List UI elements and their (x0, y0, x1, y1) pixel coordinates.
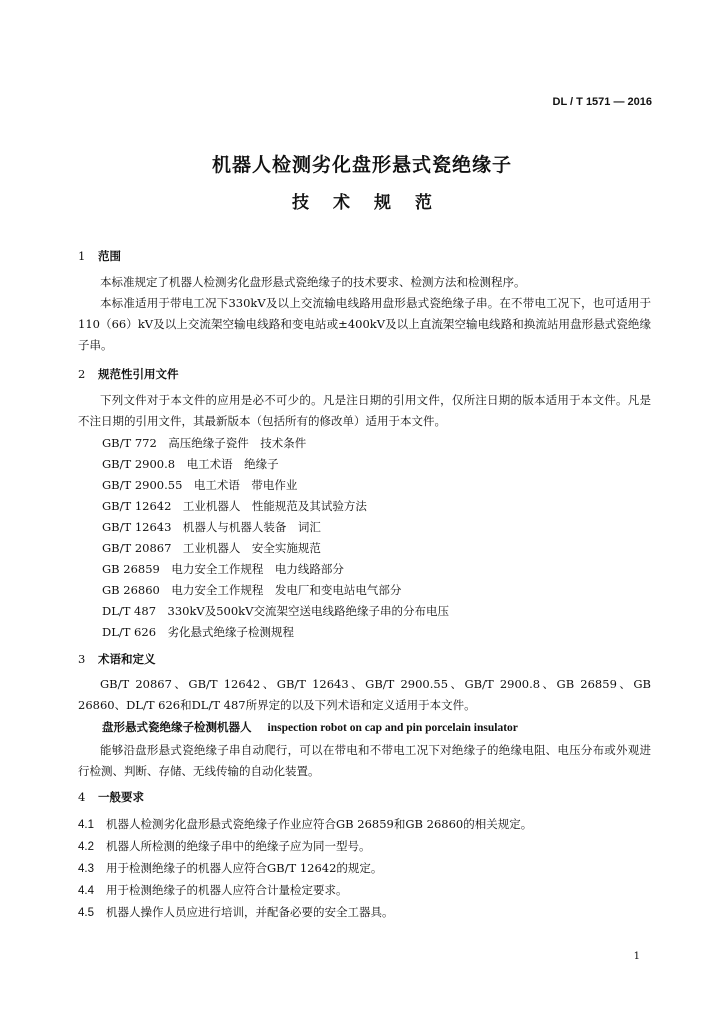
requirement-text: 用于检测绝缘子的机器人应符合GB/T 12642的规定。 (106, 861, 383, 875)
section-title: 规范性引用文件 (98, 367, 179, 381)
requirement-text: 机器人所检测的绝缘子串中的绝缘子应为同一型号。 (106, 839, 371, 853)
section-2-intro: 下列文件对于本文件的应用是必不可少的。凡是注日期的引用文件，仅所注日期的版本适用于本文件。凡是不注日期的引用文件，其最新版本（包括所有的修改单）适用于本文件。 (78, 393, 651, 428)
requirement-text: 用于检测绝缘子的机器人应符合计量检定要求。 (106, 883, 348, 897)
section-number: 2 (78, 367, 86, 381)
page-number: 1 (633, 951, 640, 962)
requirement-item (78, 904, 394, 920)
section-2-heading (78, 366, 179, 382)
reference-item: GB/T 772 高压绝缘子瓷件 技术条件 (102, 436, 307, 450)
reference-item: DL/T 487 330kV及500kV交流架空送电线路绝缘子串的分布电压 (102, 604, 449, 618)
section-title: 范围 (98, 249, 121, 263)
term-definition: 能够沿盘形悬式瓷绝缘子串自动爬行，可以在带电和不带电工况下对绝缘子的绝缘电阻、电压分布或外观进行检测、判断、存储、无线传输的自动化装置。 (78, 743, 651, 778)
requirement-text: 机器人操作人员应进行培训，并配备必要的安全工器具。 (106, 905, 394, 919)
section-1-heading (78, 248, 121, 264)
section-3-heading (78, 651, 156, 667)
requirement-item (78, 816, 532, 832)
section-number: 1 (78, 249, 86, 263)
reference-item: GB 26860 电力安全工作规程 发电厂和变电站电气部分 (102, 583, 402, 597)
requirement-text: 机器人检测劣化盘形悬式瓷绝缘子作业应符合GB 26859和GB 26860的相关规定。 (106, 817, 533, 831)
term-heading (102, 719, 518, 735)
document-subtitle: 技术规范 (292, 193, 456, 213)
term-chinese: 盘形悬式瓷绝缘子检测机器人 (102, 720, 252, 734)
requirement-number: 4.2 (78, 841, 94, 853)
section-1-paragraph-2: 本标准适用于带电工况下330kV及以上交流输电线路用盘形悬式瓷绝缘子串。在不带电工况下，也可适用于110（66）kV及以上交流架空输电线路和变电站或±400kV及以上直流架空输电线路和换流站用盘形悬式瓷绝缘子串。 (78, 296, 651, 352)
reference-item: GB/T 12643 机器人与机器人装备 词汇 (102, 520, 321, 534)
requirement-item (78, 860, 382, 876)
requirement-number: 4.4 (78, 885, 94, 897)
document-title: 机器人检测劣化盘形悬式瓷绝缘子 (211, 154, 512, 176)
requirement-number: 4.5 (78, 907, 94, 919)
reference-item: GB/T 20867 工业机器人 安全实施规范 (102, 541, 321, 555)
reference-item: GB/T 2900.8 电工术语 绝缘子 (102, 457, 279, 471)
reference-item: DL/T 626 劣化悬式绝缘子检测规程 (102, 625, 295, 639)
requirement-number: 4.1 (78, 819, 94, 831)
requirement-item (78, 882, 348, 898)
section-number: 3 (78, 652, 86, 666)
reference-item: GB/T 2900.55 电工术语 带电作业 (102, 478, 298, 492)
reference-item: GB/T 12642 工业机器人 性能规范及其试验方法 (102, 499, 367, 513)
requirement-number: 4.3 (78, 863, 94, 875)
section-1-paragraph-1: 本标准规定了机器人检测劣化盘形悬式瓷绝缘子的技术要求、检测方法和检测程序。 (100, 275, 526, 289)
reference-item: GB 26859 电力安全工作规程 电力线路部分 (102, 562, 344, 576)
term-english: inspection robot on cap and pin porcelain insulator (267, 722, 518, 734)
requirement-item (78, 838, 371, 854)
section-4-heading (78, 789, 144, 805)
section-number: 4 (78, 790, 86, 804)
section-3-intro: GB/T 20867、GB/T 12642、GB/T 12643、GB/T 2900.55、GB/T 2900.8、GB 26859、GB 26860、DL/T 626和DL/T 487所界定的以及下列术语和定义适用于本文件。 (78, 677, 651, 712)
section-title: 一般要求 (98, 790, 144, 804)
document-number: DL / T 1571 — 2016 (552, 96, 652, 108)
section-title: 术语和定义 (98, 652, 156, 666)
